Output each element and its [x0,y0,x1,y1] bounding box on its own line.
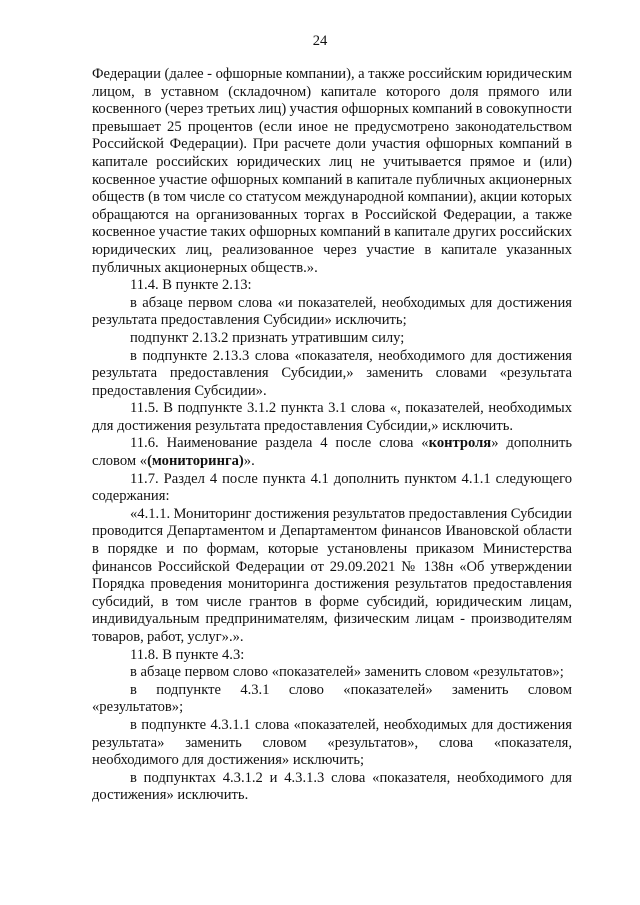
bold-word-monitoringa: (мониторинга) [147,453,244,470]
paragraph-11-6-text-after: ». [243,453,255,470]
paragraph-11-8-subpoint-4-3-1: в подпункте 4.3.1 слово «показателей» заменить словом «результатов»; [92,681,572,716]
page-number: 24 [312,33,328,49]
paragraph-11-6 [92,435,572,470]
paragraph-11-6-text-middle: » дополнить словом « [92,435,572,470]
paragraph-11-4-subpoint-2-13-2: подпункт 2.13.2 признать утратившим силу; [130,329,405,346]
paragraph-11-7: 11.7. Раздел 4 после пункта 4.1 дополнить пунктом 4.1.1 следующего содержания: [92,470,572,505]
paragraph-4-1-1-monitoring: «4.1.1. Мониторинг достижения результатов предоставления Субсидии проводится Департаментом и Департаментом финансов Ивановской области в порядке и по формам, которые установлены приказом Министерства финансов Российской Федерации от 29.09.2021 № 138н «Об утверждении Порядка проведения мониторинга достижения результатов предоставления субсидий, в том числе грантов в форме субсидий, юридическим лицам, индивидуальным предпринимателям, физическим лицам - производителям товаров, работ, услуг».». [92,505,572,645]
paragraph-11-8-subpoint-4-3-1-1: в подпункте 4.3.1.1 слова «показателей, необходимых для достижения результата» заменить словом «результатов», слова «показателя, необходимого для достижения» исключить; [92,716,572,769]
document-body [92,66,572,805]
paragraph-11-4-subpoint-2-13-3: в подпункте 2.13.3 слова «показателя, необходимого для достижения результата предоставления Субсидии,» заменить словами «результата предоставления Субсидии». [92,347,572,399]
paragraph-11-4-heading: 11.4. В пункте 2.13: [130,277,252,294]
paragraph-11-5: 11.5. В подпункте 3.1.2 пункта 3.1 слова «, показателей, необходимых для достижения результата предоставления Субсидии,» исключить. [92,400,572,434]
paragraph-11-8-subpoints-4-3-1-2-and-3: в подпунктах 4.3.1.2 и 4.3.1.3 слова «показателя, необходимого для достижения» исключить. [92,769,572,804]
paragraph-11-8-first-abzac: в абзаце первом слово «показателей» заменить словом «результатов»; [130,664,564,681]
paragraph-11-4-first-abzac: в абзаце первом слова «и показателей, необходимых для достижения результата предоставления Субсидии» исключить; [92,294,572,329]
paragraph-11-6-text-before: 11.6. Наименование раздела 4 после слова « [130,435,429,452]
bold-word-kontrolya: контроля [428,435,492,452]
paragraph-offshore-definition-continued: Федерации (далее - офшорные компании), а также российским юридическим лицом, в уставном (складочном) капитале которого доля прямого или косвенного (через третьих лиц) участия офшорных компаний в совокупности превышает 25 процентов (если иное не предусмотрено законодательством Российской Федерации). При расчете доли участия офшорных компаний в капитале российских юридических лиц не учитывается прямое и (или) косвенное участие офшорных компаний в капитале публичных акционерных обществ (в том числе со статусом международной компании), акции которых обращаются на организованных торгах в Российской Федерации, а также косвенное участие таких офшорных компаний в капитале других российских юридических лиц, реализованное через участие в капитале указанных публичных акционерных обществ.». [92,66,572,276]
paragraph-11-8-heading: 11.8. В пункте 4.3: [130,646,245,663]
